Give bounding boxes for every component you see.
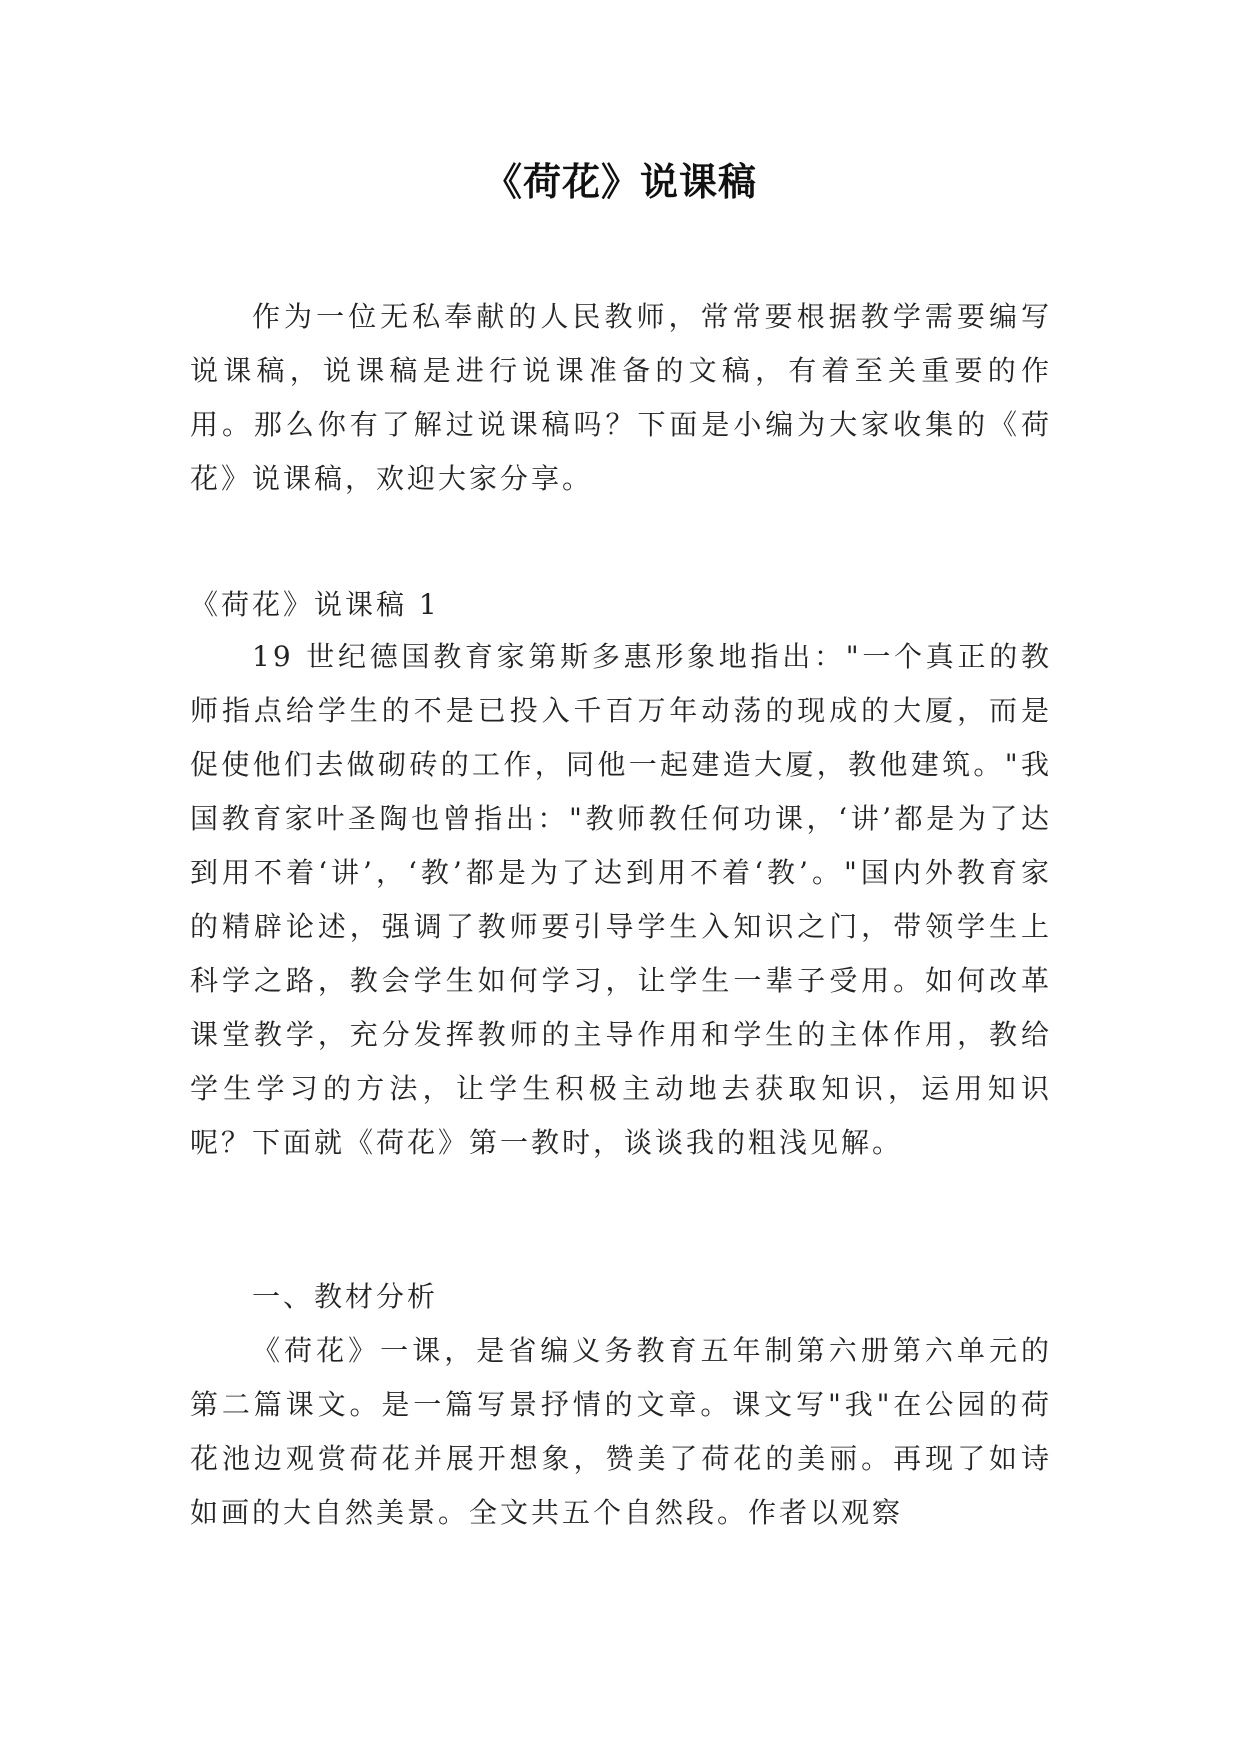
intro-text: 作为一位无私奉献的人民教师，常常要根据教学需要编写说课稿，说课稿是进行说课准备的文稿，有着至关重要的作用。那么你有了解过说课稿吗？下面是小编为大家收集的《荷花》说课稿，欢迎大家分享。 — [190, 300, 1052, 495]
paragraph-text: 《荷花》一课，是省编义务教育五年制第六册第六单元的第二篇课文。是一篇写景抒情的文章。课文写"我"在公园的荷花池边观赏荷花并展开想象，赞美了荷花的美丽。再现了如诗如画的大自然美景。全文共五个自然段。作者以观察 — [190, 1334, 1052, 1529]
section-heading-text: 《荷花》说课稿 1 — [190, 588, 440, 621]
section-paragraph-1 — [190, 630, 1052, 1170]
subheading-text: 一、教材分析 — [252, 1280, 439, 1313]
document-title: 《荷花》说课稿 — [483, 159, 757, 204]
intro-paragraph — [190, 290, 1052, 506]
paragraph-text: 19 世纪德国教育家第斯多惠形象地指出："一个真正的教师指点给学生的不是已投入千百万年动荡的现成的大厦，而是促使他们去做砌砖的工作，同他一起建造大厦，教他建筑。"我国教育家叶圣陶也曾指出："教师教任何功课，‘讲’都是为了达到用不着‘讲’，‘教’都是为了达到用不着‘教’。"国内外教育家的精辟论述，强调了教师要引导学生入知识之门，带领学生上科学之路，教会学生如何学习，让学生一辈子受用。如何改革课堂教学，充分发挥教师的主导作用和学生的主体作用，教给学生学习的方法，让学生积极主动地去获取知识，运用知识呢？下面就《荷花》第一教时，谈谈我的粗浅见解。 — [190, 640, 1052, 1159]
section-paragraph-2 — [190, 1324, 1052, 1540]
section-heading — [190, 578, 1052, 632]
subheading — [190, 1270, 1052, 1324]
